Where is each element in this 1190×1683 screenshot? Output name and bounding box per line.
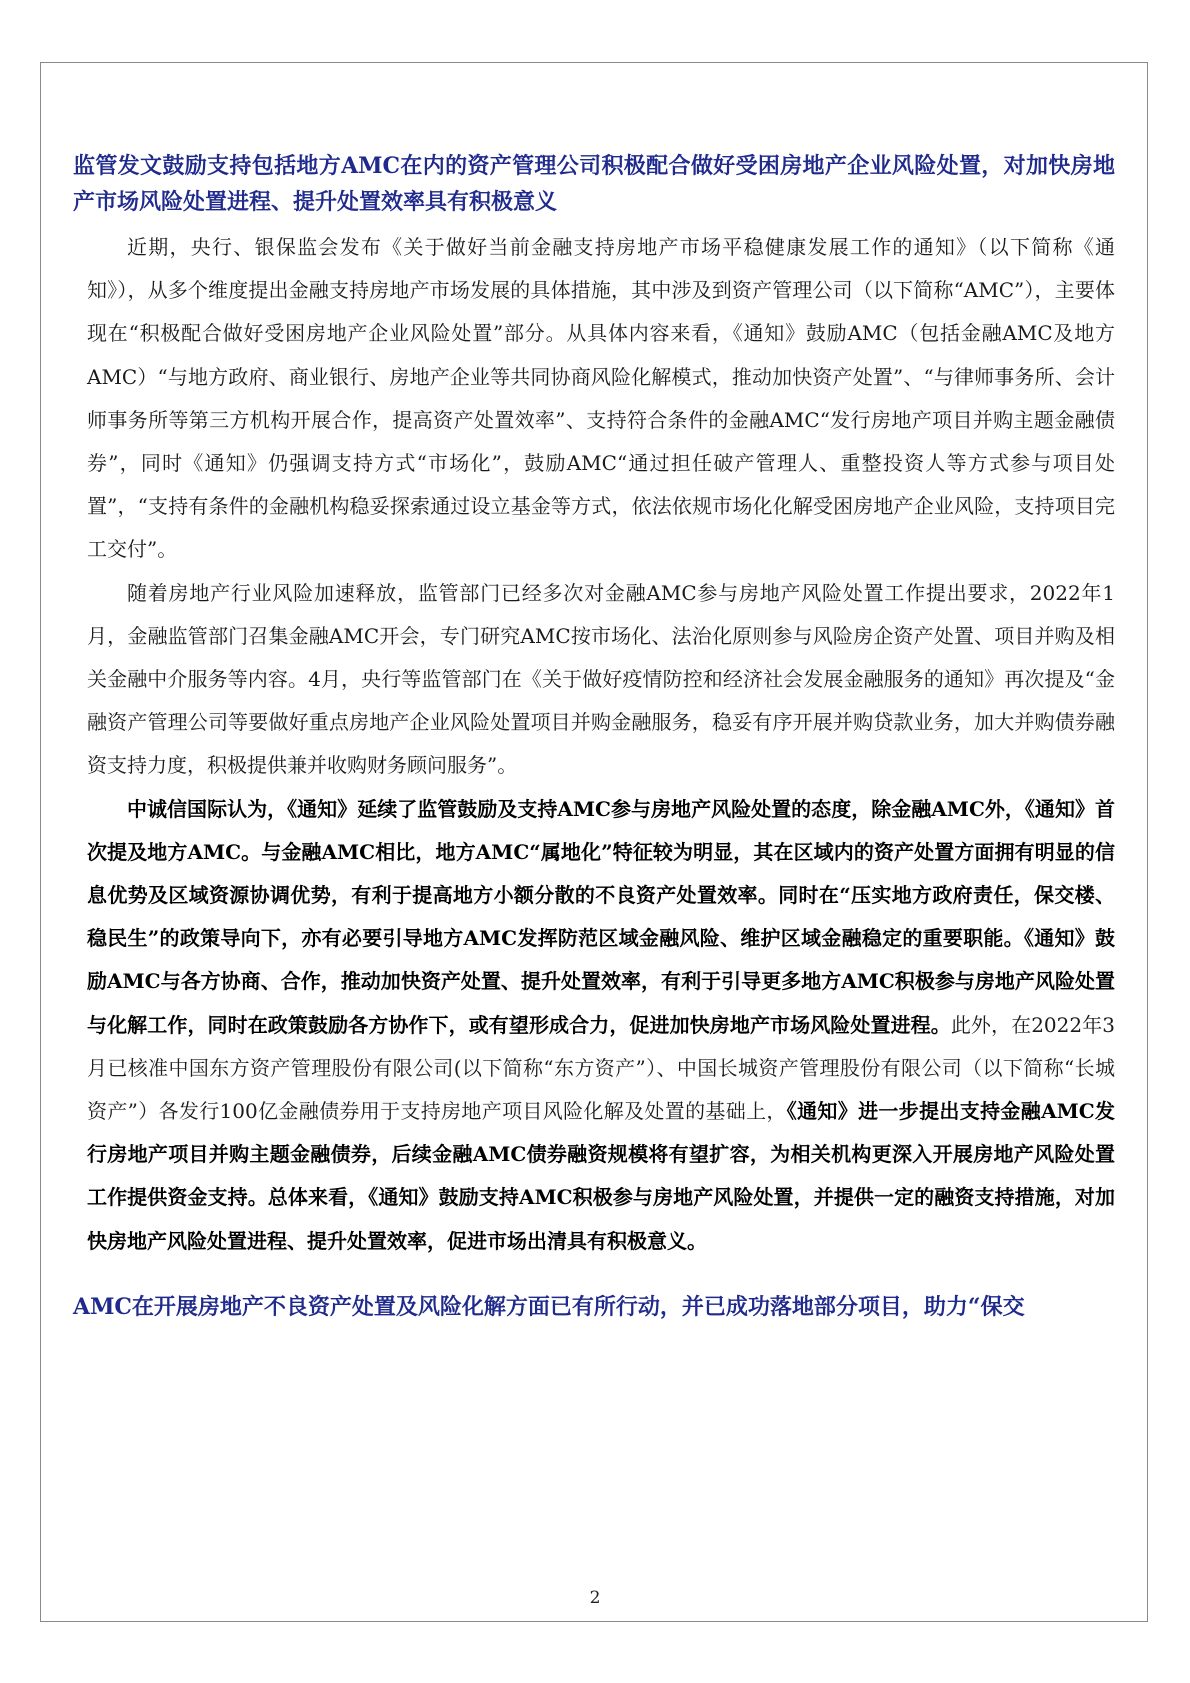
section-heading-regulatory: 监管发文鼓励支持包括地方AMC在内的资产管理公司积极配合做好受困房地产企业风险处置，对加快房地产市场风险处置进程、提升处置效率具有积极意义 <box>73 153 1115 215</box>
page-number: 2 <box>589 1588 601 1608</box>
paragraph-regulatory-history: 随着房地产行业风险加速释放，监管部门已经多次对金融AMC参与房地产风险处置工作提出要求，2022年1月，金融监管部门召集金融AMC开会，专门研究AMC按市场化、法治化原则参与风险房企资产处置、项目并购及相关金融中介服务等内容。4月，央行等监管部门在《关于做好疫情防控和经济社会发展金融服务的通知》再次提及“金融资产管理公司等要做好重点房地产企业风险处置项目并购金融服务，稳妥有序开展并购贷款业务，加大并购债券融资支持力度，积极提供兼并收购财务顾问服务”。 <box>87 580 1115 778</box>
section-heading-amc-actions: AMC在开展房地产不良资产处置及风险化解方面已有所行动，并已成功落地部分项目，助力“保交 <box>73 1293 1025 1320</box>
document-body <box>73 148 1115 1325</box>
ccxi-view-normal-part: 此外，在2022年3月已核准中国东方资产管理股份有限公司(以下简称“东方资产”）、中国长城资产管理股份有限公司（以下简称“长城资产”）各发行100亿金融债券用于支持房地产项目风险化解及处置的基础上， <box>87 1012 1116 1124</box>
paragraph-ccxi-view <box>73 788 1115 1263</box>
ccxi-view-bold-part-a: 中诚信国际认为，《通知》延续了监管鼓励及支持AMC参与房地产风险处置的态度，除金融AMC外，《通知》首次提及地方AMC。与金融AMC相比，地方AMC“属地化”特征较为明显，其在区域内的资产处置方面拥有明显的信息优势及区域资源协调优势，有利于提高地方小额分散的不良资产处置效率。同时在“压实地方政府责任，保交楼、稳民生”的政策导向下，亦有必要引导地方AMC发挥防范区域金融风险、维护区域金融稳定的重要职能。《通知》鼓励AMC与各方协商、合作，推动加快资产处置、提升处置效率，有利于引导更多地方AMC积极参与房地产风险处置与化解工作，同时在政策鼓励各方协作下，或有望形成合力，促进加快房地产市场风险处置进程。 <box>87 796 1115 1037</box>
ccxi-view-bold-part-b: 《通知》进一步提出支持金融AMC发行房地产项目并购主题金融债券，后续金融AMC债券融资规模将有望扩容，为相关机构更深入开展房地产风险处置工作提供资金支持。总体来看，《通知》鼓励支持AMC积极参与房地产风险处置，并提供一定的融资支持措施，对加快房地产风险处置进程、提升处置效率，促进市场出清具有积极意义。 <box>87 1099 1115 1253</box>
paragraph-notice-summary: 近期，央行、银保监会发布《关于做好当前金融支持房地产市场平稳健康发展工作的通知》（以下简称《通知》），从多个维度提出金融支持房地产市场发展的具体措施，其中涉及到资产管理公司（以下简称“AMC”），主要体现在“积极配合做好受困房地产企业风险处置”部分。从具体内容来看，《通知》鼓励AMC（包括金融AMC及地方AMC）“与地方政府、商业银行、房地产企业等共同协商风险化解模式，推动加快资产处置”、“与律师事务所、会计师事务所等第三方机构开展合作，提高资产处置效率”、支持符合条件的金融AMC“发行房地产项目并购主题金融债券”，同时《通知》仍强调支持方式“市场化”，鼓励AMC“通过担任破产管理人、重整投资人等方式参与项目处置”，“支持有条件的金融机构稳妥探索通过设立基金等方式，依法依规市场化化解受困房地产企业风险，支持项目完工交付”。 <box>87 235 1115 562</box>
